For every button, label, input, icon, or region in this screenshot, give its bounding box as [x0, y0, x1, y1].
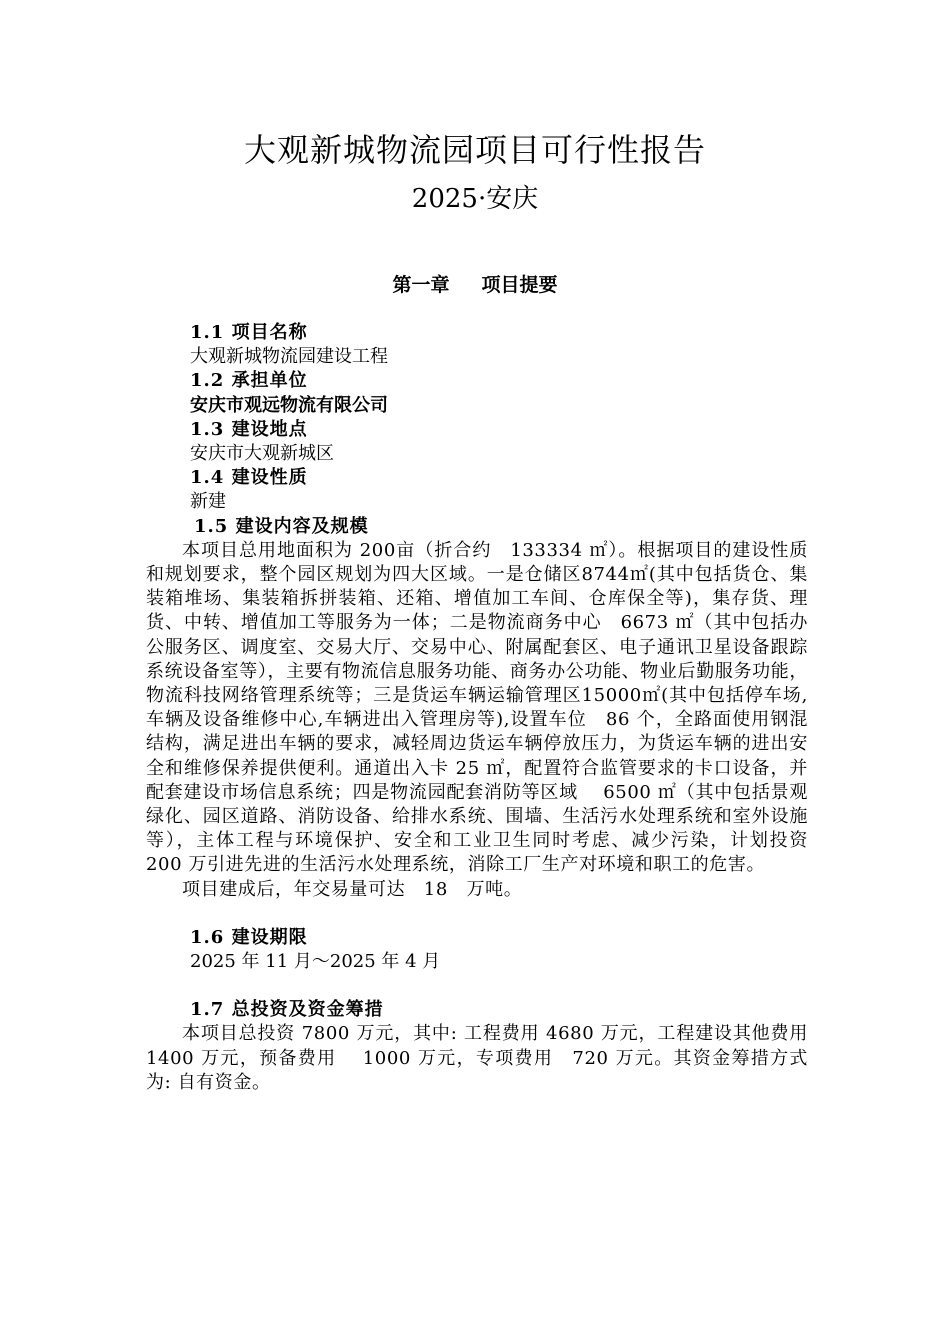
construction-period: 2025 年 11 月～2025 年 4 月	[190, 951, 441, 973]
document-subtitle: 2025·安庆	[411, 184, 539, 214]
construction-site: 安庆市大观新城区	[190, 443, 334, 465]
section-heading-1-2: 1.2 承担单位	[190, 370, 308, 392]
construction-scope-paragraph: 本项目总用地面积为 200亩（折合约 133334 ㎡）。根据项目的建设性质和规划要求，整个园区规划为四大区域。一是仓储区8744㎡(其中包括货仓、集装箱堆场、集装箱拆拼装箱、还箱、增值加工车间、仓库保全等)，集存货、理货、中转、增值加工等服务为一体；二是物流商务中心 6673 ㎡（其中包括办公服务区、调度室、交易大厅、交易中心、附属配套区、电子通讯卫星设备跟踪系统设备室等），主要有物流信息服务功能、商务办公功能、物业后勤服务功能，物流科技网络管理系统等；三是货运车辆运输管理区15000㎡(其中包括停车场,车辆及设备维修中心,车辆进出入管理房等),设置车位 86 个，全路面使用钢混结构，满足进出车辆的要求，减轻周边货运车辆停放压力，为货运车辆的进出安全和维修保养提供便利。通道出入卡 25 ㎡，配置符合监管要求的卡口设备，并配套建设市场信息系统；四是物流园配套消防等区域 6500 ㎡（其中包括景观绿化、园区道路、消防设备、给排水系统、围墙、生活污水处理系统和室外设施等），主体工程与环境保护、安全和工业卫生同时考虑、减少污染，计划投资 200 万引进先进的生活污水处理系统，消除工厂生产对环境和职工的危害。	[146, 539, 808, 876]
project-name: 大观新城物流园建设工程	[190, 346, 388, 368]
section-heading-1-4: 1.4 建设性质	[190, 467, 308, 489]
document-title: 大观新城物流园项目可行性报告	[243, 131, 706, 169]
chapter-number: 第一章	[392, 274, 450, 296]
spacer	[146, 974, 808, 998]
annual-volume-paragraph: 项目建成后，年交易量可达 18 万吨。	[182, 878, 523, 900]
spacer	[146, 902, 808, 926]
section-heading-1-7: 1.7 总投资及资金筹措	[190, 999, 384, 1021]
chapter-body	[146, 321, 808, 1095]
section-heading-1-1: 1.1 项目名称	[190, 322, 308, 343]
section-heading-1-6: 1.6 建设期限	[190, 926, 308, 948]
construction-nature: 新建	[190, 491, 226, 513]
section-heading-1-5: 1.5 建设内容及规模	[194, 515, 369, 537]
chapter-name: 项目提要	[481, 274, 558, 296]
undertaking-unit: 安庆市观远物流有限公司	[190, 394, 388, 416]
chapter-heading	[0, 270, 950, 300]
investment-paragraph: 本项目总投资 7800 万元，其中: 工程费用 4680 万元，工程建设其他费用 1400 万元，预备费用 1000 万元，专项费用 720 万元。其资金筹措方式为: 自有资金。	[146, 1023, 808, 1093]
section-heading-1-3: 1.3 建设地点	[190, 418, 308, 440]
